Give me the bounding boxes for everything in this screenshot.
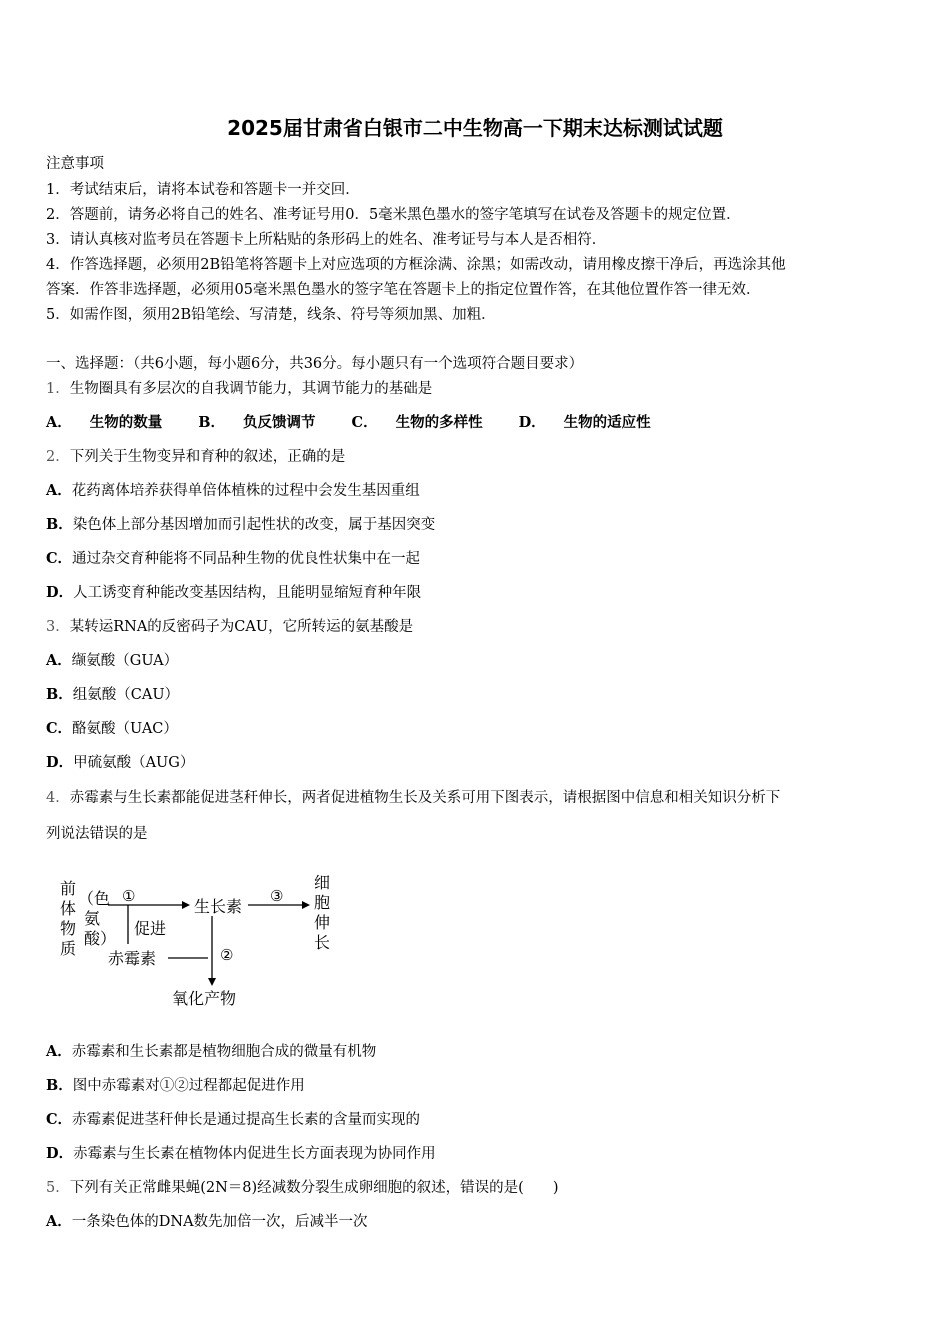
option-text: 生物的多样性 (395, 414, 483, 431)
option-letter: C． (351, 414, 378, 431)
notice-item-1: 1．考试结束后，请将本试卷和答题卡一并交回． (46, 182, 360, 198)
option-text: 赤霉素促进茎秆伸长是通过提高生长素的含量而实现的 (72, 1112, 421, 1128)
option-c (46, 547, 420, 568)
option-text: 赤霉素和生长素都是植物细胞合成的微量有机物 (71, 1044, 377, 1060)
option-a (46, 649, 178, 670)
option-a (46, 479, 420, 500)
option-c (352, 414, 501, 431)
option-c (46, 1108, 420, 1129)
question-stem: 生物圈具有多层次的自我调节能力，其调节能力的基础是 (69, 381, 433, 397)
notice-item-3: 3．请认真核对监考员在答题卡上所粘贴的条形码上的姓名、准考证号与本人是否相符． (46, 232, 607, 248)
question-number: 1． (46, 381, 70, 397)
option-b (46, 683, 179, 704)
trp-char-1: （色 (78, 889, 111, 908)
oxidation-label: 氧化产物 (172, 989, 237, 1008)
question-3 (46, 615, 413, 636)
notice-item-2: 2．答题前，请务必将自己的姓名、准考证号用0．5毫米黑色墨水的签字笔填写在试卷及答题卡的规定位置． (46, 207, 741, 223)
page-title: 2025届甘肃省白银市二中生物高一下期末达标测试试题 (227, 116, 723, 140)
arrow-step3-head (302, 901, 310, 909)
question-stem: 下列有关正常雌果蝇(2N＝8)经减数分裂生成卵细胞的叙述，错误的是( ) (69, 1180, 559, 1196)
question-5 (46, 1176, 559, 1197)
section-heading: 一、选择题：（共6小题，每小题6分，共36分。每小题只有一个选项符合题目要求） (46, 356, 584, 372)
option-letter: B． (46, 686, 73, 703)
option-b (46, 1074, 305, 1095)
option-letter: A． (46, 652, 72, 669)
question-number: 5． (46, 1180, 70, 1196)
option-text: 生物的适应性 (563, 414, 651, 431)
arrow-step1-head (182, 901, 190, 909)
notice-item-4: 4．作答选择题，必须用2B铅笔将答题卡上对应选项的方框涂满、涂黑；如需改动，请用橡皮擦干净后，再选涂其他 (46, 257, 786, 273)
option-text: 酪氨酸（UAC） (72, 721, 178, 737)
precursor-char-2: 体 (60, 899, 77, 918)
question-stem: 某转运RNA的反密码子为CAU，它所转运的氨基酸是 (69, 619, 414, 635)
option-letter: C． (46, 720, 73, 737)
question-number: 2． (46, 449, 70, 465)
option-text: 人工诱变育种能改变基因结构，且能明显缩短育种年限 (73, 585, 422, 601)
option-text: 赤霉素与生长素在植物体内促进生长方面表现为协同作用 (73, 1146, 436, 1162)
auxin-label: 生长素 (194, 897, 243, 916)
arrow-step2-head (208, 978, 216, 986)
precursor-char-1: 前 (60, 879, 77, 898)
option-letter: A． (46, 1213, 72, 1230)
option-d (46, 1142, 436, 1163)
option-b (46, 513, 435, 534)
option-a (46, 1040, 376, 1061)
precursor-char-3: 物 (60, 919, 77, 938)
question-stem: 下列关于生物变异和育种的叙述，正确的是 (69, 449, 346, 465)
option-c (46, 717, 178, 738)
elongation-char-1: 细 (314, 873, 331, 892)
option-d (519, 414, 669, 431)
option-letter: B． (46, 516, 73, 533)
option-text: 图中赤霉素对①②过程都起促进作用 (72, 1078, 305, 1094)
option-letter: D． (46, 754, 74, 771)
notice-item-4-cont: 答案．作答非选择题，必须用05毫米黑色墨水的签字笔在答题卡上的指定位置作答，在其他位置作答一律无效． (46, 282, 761, 298)
step2-label: ② (220, 946, 234, 964)
elongation-char-4: 长 (314, 933, 331, 952)
option-letter: C． (46, 1111, 73, 1128)
option-letter: C． (46, 550, 73, 567)
option-text: 染色体上部分基因增加而引起性状的改变，属于基因突变 (72, 517, 436, 533)
option-letter: D． (46, 584, 74, 601)
question-stem: 赤霉素与生长素都能促进茎秆伸长，两者促进植物生长及关系可用下图表示，请根据图中信息和相关知识分析下 (69, 790, 781, 806)
question-1-options (46, 411, 687, 432)
option-text: 通过杂交育种能将不同品种生物的优良性状集中在一起 (72, 551, 421, 567)
option-text: 一条染色体的DNA数先加倍一次，后减半一次 (71, 1214, 368, 1230)
hormone-diagram (58, 872, 348, 1012)
trp-char-3: 酸） (84, 929, 117, 948)
option-letter: D． (518, 414, 546, 431)
elongation-char-3: 伸 (314, 913, 331, 932)
option-letter: B． (198, 414, 226, 431)
option-d (46, 581, 421, 602)
option-letter: B． (46, 1077, 73, 1094)
option-text: 生物的数量 (89, 414, 163, 431)
option-text: 缬氨酸（GUA） (71, 653, 179, 669)
step3-label: ③ (270, 887, 284, 905)
question-number: 3． (46, 619, 70, 635)
trp-char-2: 氨 (84, 909, 101, 928)
option-letter: A． (46, 414, 72, 431)
question-2 (46, 445, 345, 466)
option-letter: A． (46, 1043, 72, 1060)
option-text: 负反馈调节 (243, 414, 316, 431)
option-b (198, 414, 333, 431)
elongation-char-2: 胞 (314, 893, 331, 912)
option-a (46, 1210, 368, 1231)
notice-item-5: 5．如需作图，须用2B铅笔绘、写清楚，线条、符号等须加黑、加粗． (46, 307, 496, 323)
notice-heading: 注意事项 (46, 156, 104, 172)
step1-label: ① (122, 887, 136, 905)
option-text: 甲硫氨酸（AUG） (73, 755, 195, 771)
option-letter: D． (46, 1145, 74, 1162)
promote-label: 促进 (134, 919, 167, 938)
option-text: 组氨酸（CAU） (72, 687, 180, 703)
question-number: 4． (46, 790, 70, 806)
option-text: 花药离体培养获得单倍体植株的过程中会发生基因重组 (71, 483, 420, 499)
question-1 (46, 377, 432, 398)
question-4 (46, 786, 780, 807)
gibberellin-label: 赤霉素 (108, 949, 157, 968)
option-d (46, 751, 194, 772)
option-letter: A． (46, 482, 72, 499)
precursor-char-4: 质 (60, 939, 77, 958)
option-a (46, 414, 180, 431)
question-4-stem-cont: 列说法错误的是 (46, 826, 148, 842)
